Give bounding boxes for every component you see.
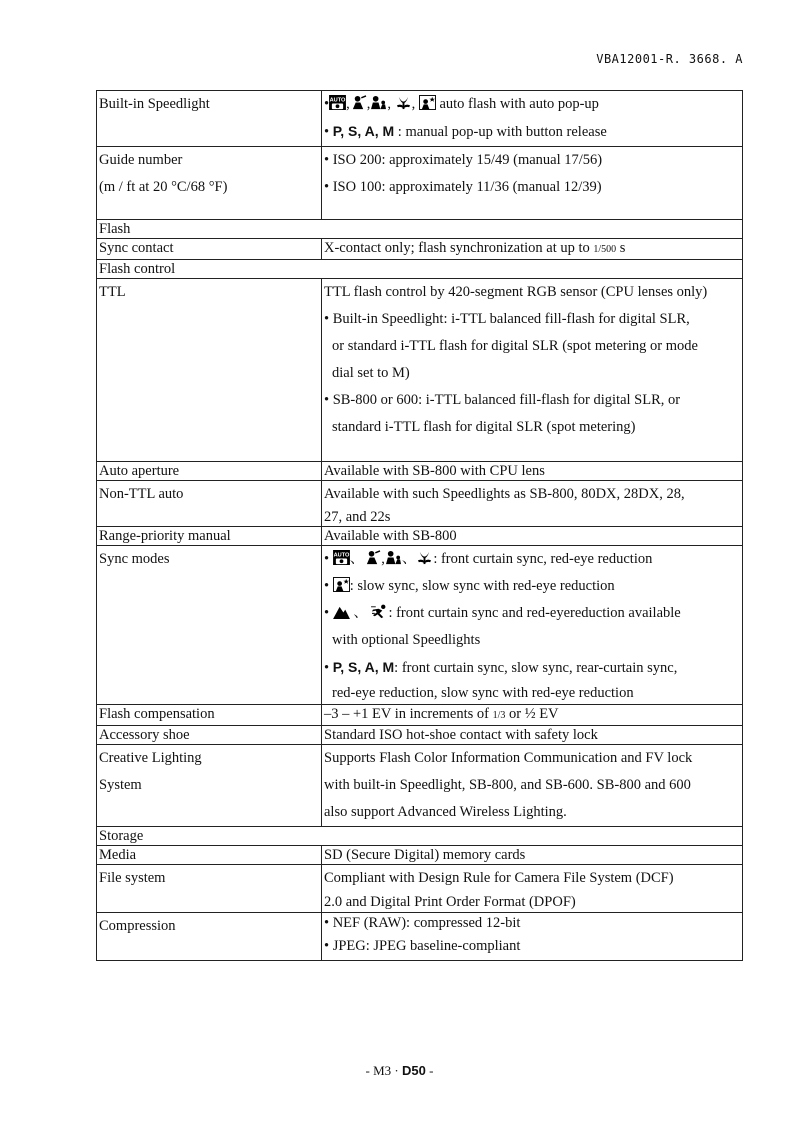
table-row bbox=[97, 913, 743, 961]
flash-comp-text: –3 – +1 EV in increments of bbox=[324, 706, 493, 722]
close-up-icon bbox=[416, 550, 433, 565]
unit-s: s bbox=[616, 240, 626, 256]
cls-line: with built-in Speedlight, SB-800, and SB-600. SB-800 and 600 bbox=[324, 777, 691, 793]
model-name: D50 bbox=[402, 1063, 426, 1078]
section-heading-flash-control: Flash control bbox=[97, 260, 743, 279]
table-row bbox=[97, 239, 743, 260]
guide-iso200: • ISO 200: approximately 15/49 (manual 17/56) bbox=[324, 152, 603, 168]
non-ttl-line: 27, and 22s bbox=[324, 509, 391, 525]
sync-mode-text: with optional Speedlights bbox=[332, 632, 481, 648]
ttl-line: standard i-TTL flash for digital SLR (spot metering) bbox=[332, 419, 636, 435]
spec-value bbox=[322, 705, 743, 726]
portrait-icon bbox=[364, 550, 381, 565]
child-icon bbox=[385, 550, 402, 565]
spec-label: File system bbox=[97, 865, 322, 913]
spec-value bbox=[322, 279, 743, 462]
table-row bbox=[97, 91, 743, 147]
ttl-line: TTL flash control by 420-segment RGB sensor (CPU lenses only) bbox=[324, 284, 708, 300]
spec-label bbox=[97, 745, 322, 827]
spec-label bbox=[97, 147, 322, 220]
guide-iso100: • ISO 100: approximately 11/36 (manual 12/39) bbox=[324, 179, 602, 195]
sync-mode-text: : front curtain sync and red-eyereduction available bbox=[388, 605, 681, 621]
table-row bbox=[97, 279, 743, 462]
spec-label: Range-priority manual bbox=[97, 527, 322, 546]
file-system-line: 2.0 and Digital Print Order Format (DPOF) bbox=[324, 894, 576, 910]
compression-line: • NEF (RAW): compressed 12-bit bbox=[324, 915, 521, 931]
footer-dash: - bbox=[429, 1063, 434, 1078]
sync-mode-text: : front curtain sync, slow sync, rear-curtain sync, bbox=[394, 660, 678, 676]
section-heading-storage: Storage bbox=[97, 827, 743, 846]
spec-label: Sync modes bbox=[97, 546, 322, 705]
spec-value bbox=[322, 745, 743, 827]
portrait-icon bbox=[350, 95, 367, 110]
document-id: VBA12001-R. 3668. A bbox=[596, 52, 743, 66]
guide-number-unit: (m / ft at 20 °C/68 °F) bbox=[99, 179, 228, 195]
shutter-fraction: 1/500 bbox=[593, 244, 617, 255]
table-row bbox=[97, 546, 743, 705]
sync-mode-text: : slow sync, slow sync with red-eye reduction bbox=[349, 578, 615, 594]
child-icon bbox=[370, 95, 387, 110]
table-row bbox=[97, 260, 743, 279]
spec-label: Sync contact bbox=[97, 239, 322, 260]
spec-value bbox=[322, 481, 743, 527]
ttl-line: • SB-800 or 600: i-TTL balanced fill-flash for digital SLR, or bbox=[324, 392, 681, 408]
cls-line: also support Advanced Wireless Lighting. bbox=[324, 804, 567, 820]
spec-value: Available with SB-800 with CPU lens bbox=[322, 462, 743, 481]
sync-mode-text: : front curtain sync, red-eye reduction bbox=[433, 551, 653, 567]
spec-label: Built-in Speedlight bbox=[97, 91, 322, 147]
spec-label: Non-TTL auto bbox=[97, 481, 322, 527]
flash-comp-text: or ½ EV bbox=[505, 706, 559, 722]
exposure-modes: P, S, A, M bbox=[332, 123, 395, 139]
sync-mode-text: red-eye reduction, slow sync with red-eye reduction bbox=[332, 685, 634, 701]
third-fraction: 1/3 bbox=[492, 710, 506, 721]
table-row bbox=[97, 527, 743, 546]
sync-contact-text: X-contact only; flash synchronization at up to bbox=[324, 240, 594, 256]
spec-value bbox=[322, 913, 743, 961]
page-number: - M3 · bbox=[365, 1063, 399, 1078]
ttl-line: • Built-in Speedlight: i-TTL balanced fill-flash for digital SLR, bbox=[324, 311, 690, 327]
table-row bbox=[97, 220, 743, 239]
cls-label: System bbox=[99, 777, 142, 793]
night-portrait-icon bbox=[333, 577, 350, 592]
spec-value: • , , , , auto flash with auto pop-up • P, S, A, M : manual pop-up with button release bbox=[322, 91, 743, 147]
table-row bbox=[97, 147, 743, 220]
spec-value bbox=[322, 865, 743, 913]
spec-value: Standard ISO hot-shoe contact with safety lock bbox=[322, 726, 743, 745]
spec-label: Accessory shoe bbox=[97, 726, 322, 745]
spec-value: • 、 , 、 : front curtain sync, red-eye reduction • : slow sync, slow sync with red-eye reduction • 、 : front curtain sync and red-eyereduction available with optional Speedlights • P, S, A, M: front curtain sync, slow sync, rear-curtain sync, red-eye reduction, slow sync with red-eye reduction bbox=[322, 546, 743, 705]
spec-label: Auto aperture bbox=[97, 462, 322, 481]
table-row bbox=[97, 827, 743, 846]
auto-popup-text: auto flash with auto pop-up bbox=[439, 96, 599, 112]
exposure-modes: P, S, A, M bbox=[332, 659, 395, 675]
table-row bbox=[97, 846, 743, 865]
table-row bbox=[97, 745, 743, 827]
auto-mode-icon bbox=[333, 550, 350, 565]
manual-popup-text: : manual pop-up with button release bbox=[397, 124, 607, 140]
page-footer bbox=[0, 1063, 799, 1079]
spec-label: Media bbox=[97, 846, 322, 865]
ttl-line: or standard i-TTL flash for digital SLR (spot metering or mode bbox=[332, 338, 698, 354]
ttl-line: dial set to M) bbox=[332, 365, 410, 381]
landscape-icon bbox=[333, 604, 350, 619]
table-row bbox=[97, 726, 743, 745]
guide-number-label: Guide number bbox=[99, 152, 183, 168]
compression-line: • JPEG: JPEG baseline-compliant bbox=[324, 938, 521, 954]
spec-label: Flash compensation bbox=[97, 705, 322, 726]
spec-value: Available with SB-800 bbox=[322, 527, 743, 546]
table-row bbox=[97, 481, 743, 527]
spec-value bbox=[322, 147, 743, 220]
spec-label: TTL bbox=[97, 279, 322, 462]
table-row bbox=[97, 865, 743, 913]
auto-mode-icon bbox=[329, 95, 346, 110]
sports-icon bbox=[371, 604, 388, 619]
night-portrait-icon bbox=[419, 95, 436, 110]
spec-value bbox=[322, 239, 743, 260]
file-system-line: Compliant with Design Rule for Camera File System (DCF) bbox=[324, 870, 674, 886]
section-heading-flash: Flash bbox=[97, 220, 743, 239]
non-ttl-line: Available with such Speedlights as SB-800, 80DX, 28DX, 28, bbox=[324, 486, 685, 502]
table-row bbox=[97, 462, 743, 481]
table-row bbox=[97, 705, 743, 726]
specifications-table bbox=[96, 90, 743, 961]
close-up-icon bbox=[395, 95, 412, 110]
cls-label: Creative Lighting bbox=[99, 750, 202, 766]
cls-line: Supports Flash Color Information Communication and FV lock bbox=[324, 750, 693, 766]
spec-value: SD (Secure Digital) memory cards bbox=[322, 846, 743, 865]
spec-label: Compression bbox=[97, 913, 322, 961]
